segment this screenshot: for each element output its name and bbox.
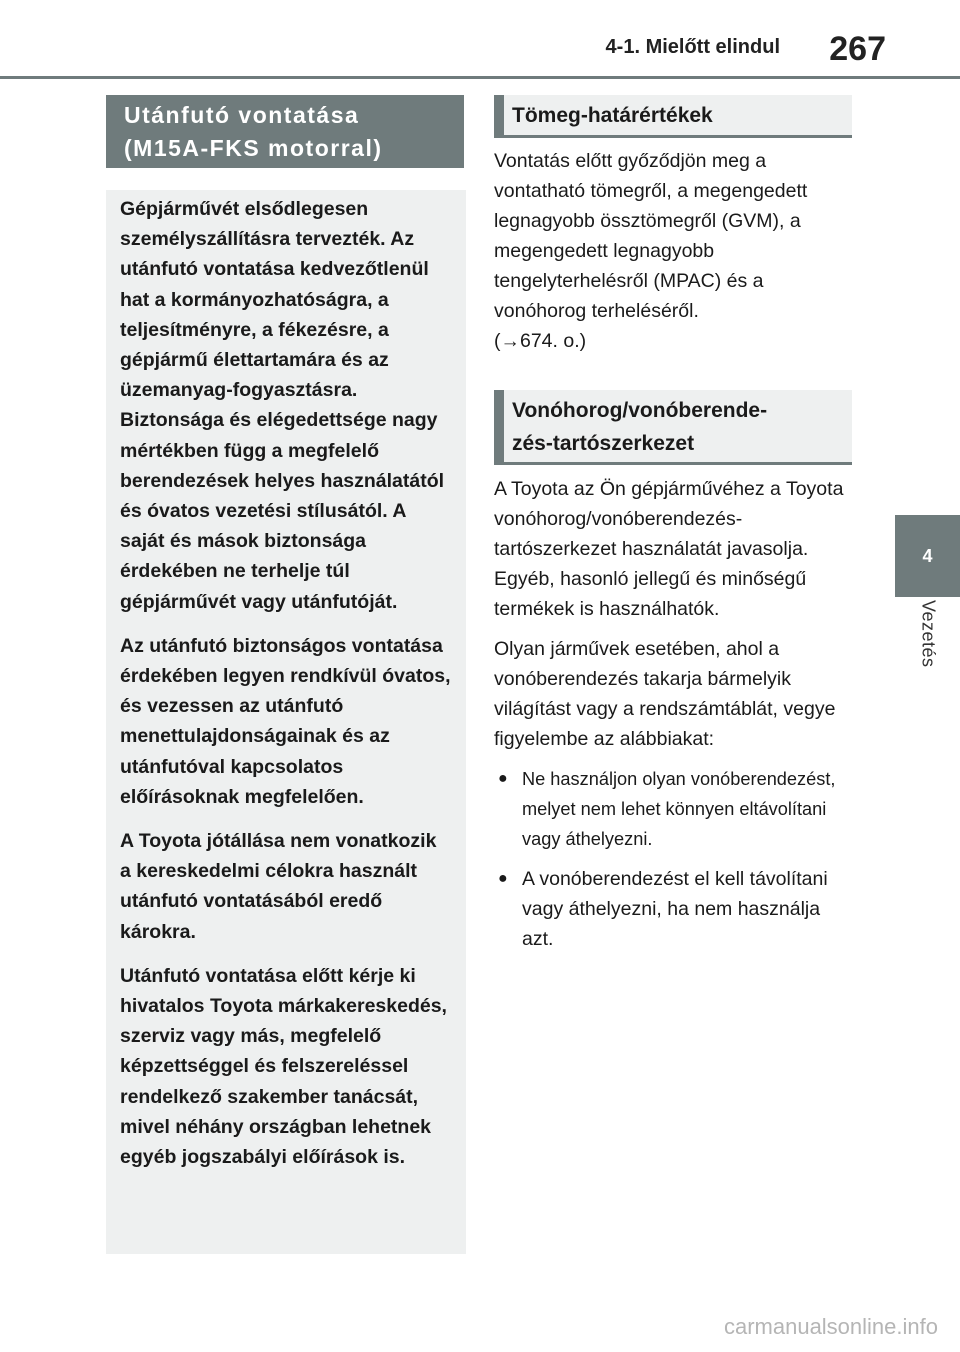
hitch-bullet-list <box>494 764 852 954</box>
bullet-dot-icon: ● <box>498 770 508 787</box>
weight-limits-body <box>494 146 852 356</box>
towing-paragraph: Az utánfutó biztonságos vontatása érdekében legyen rendkívül óvatos, és vezessen az utánfutó menettulajdonságainak és az utánfutóval kapcsolatos előírásoknak megfelelően. <box>120 634 451 808</box>
section-title: 4-1. Mielőtt elindul <box>605 36 780 58</box>
towing-heading-line2: (M15A-FKS motorral) <box>124 135 383 161</box>
towing-info-box <box>106 190 466 1254</box>
list-item-text: A vonóberendezést el kell távolítani vagy áthelyezni, ha nem használja azt. <box>522 868 828 950</box>
bullet-dot-icon: ● <box>498 870 508 887</box>
weight-limits-heading: Tömeg-határértékek <box>494 95 852 138</box>
page-number: 267 <box>829 30 886 68</box>
towing-heading-line1: Utánfutó vontatása <box>124 102 360 128</box>
hitch-heading <box>494 390 852 465</box>
hitch-heading-line1: Vonóhorog/vonóberende- <box>512 399 768 422</box>
chapter-label: Vezetés <box>918 600 939 668</box>
hitch-paragraph: Olyan járművek esetében, ahol a vonóberendezés takarja bármelyik világítást vagy a rendszámtáblát, vegye figyelembe az alábbiakat: <box>494 638 836 750</box>
chapter-number: 4 <box>922 545 933 566</box>
hitch-heading-line2: zés-tartószerkezet <box>512 432 695 455</box>
towing-heading <box>106 95 464 168</box>
weight-limits-text: Vontatás előtt győződjön meg a vontatható tömegről, a megengedett legnagyobb össztömegről (GVM), a megengedett legnagyobb tengelyterhelésről (MPAC) és a vonóhorog terheléséről. <box>494 150 808 322</box>
watermark: carmanualsonline.info <box>723 1314 938 1339</box>
page-reference: (→674. o.) <box>494 330 587 352</box>
list-item-text: Ne használjon olyan vonóberendezést, melyet nem lehet könnyen eltávolítani vagy áthelyezni. <box>522 769 836 849</box>
list-item <box>494 864 852 954</box>
hitch-body <box>494 474 852 964</box>
towing-paragraph: A Toyota jótállása nem vonatkozik a kereskedelmi célokra használt utánfutó vontatásából eredő károkra. <box>120 830 437 943</box>
towing-paragraph: Gépjárművét elsődlegesen személyszállításra tervezték. Az utánfutó vontatása kedvezőtlenül hat a kormányozhatóságra, a teljesítményre, a fékezésre, a gépjármű élettartamára és az üzemanyag-fogyasztásra. Biztonsága és elégedettsége nagy mértékben függ a megfelelő berendezések helyes használatától és óvatos vezetési stílusától. A saját és mások biztonsága érdekében ne terhelje túl gépjárművét vagy utánfutóját. <box>120 198 445 613</box>
hitch-paragraph: A Toyota az Ön gépjárművéhez a Toyota vonóhorog/vonóberendezés-tartószerkezet használatát javasolja. Egyéb, hasonló jellegű és minőségű termékek is használhatók. <box>494 478 844 620</box>
header-divider <box>0 76 960 79</box>
towing-paragraph: Utánfutó vontatása előtt kérje ki hivatalos Toyota márkakereskedés, szerviz vagy más, megfelelő képzettséggel és felszereléssel rendelkező szakember tanácsát, mivel néhány országban lehetnek egyéb jogszabályi előírások is. <box>120 964 447 1169</box>
list-item <box>494 764 852 854</box>
chapter-tab <box>895 515 960 597</box>
